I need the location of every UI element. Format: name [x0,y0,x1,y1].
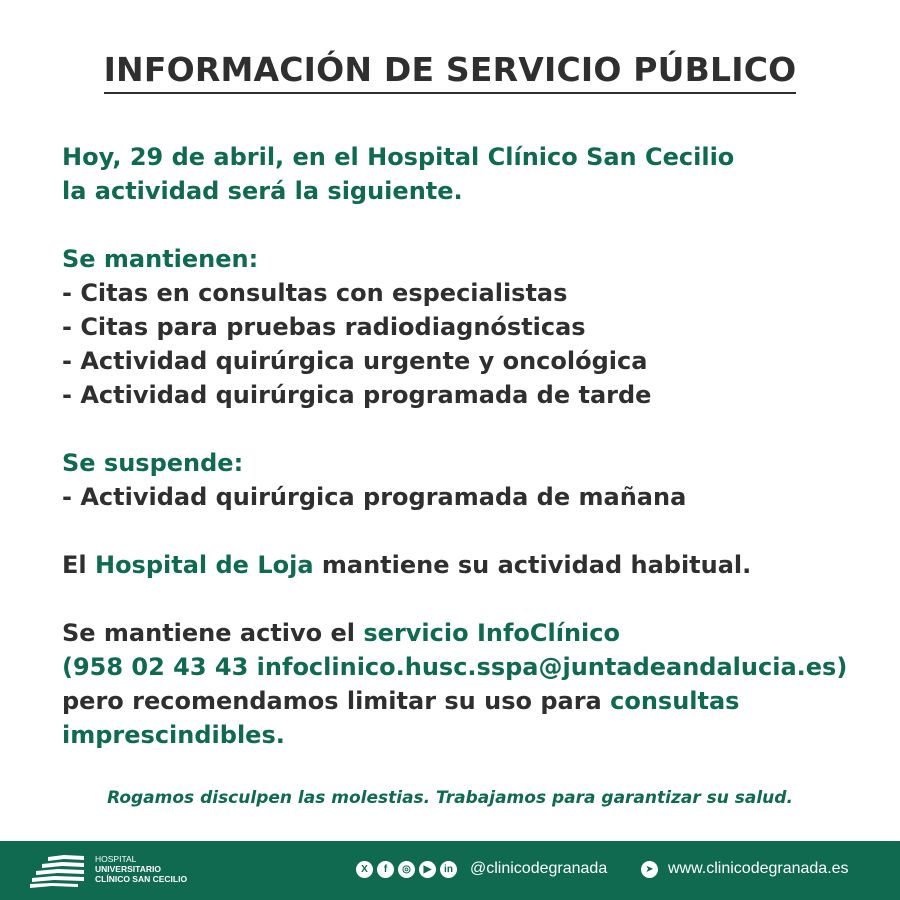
social-icons [356,861,457,878]
cursor-icon: ➤ [641,861,658,878]
mantienen-item: - Citas en consultas con especialistas [62,279,568,307]
linkedin-icon[interactable]: in [440,861,457,878]
announcement-body [62,140,862,752]
mantienen-item: - Actividad quirúrgica urgente y oncológica [62,347,648,375]
facebook-icon[interactable]: f [377,861,394,878]
loja-statement: El Hospital de Loja mantiene su actividad habitual. [62,551,752,579]
info-line-3: pero recomendamos limitar su uso para consultas [62,687,740,715]
suspende-heading: Se suspende: [62,449,244,477]
info-emphasis-2: imprescindibles. [62,721,285,749]
mantienen-item: - Actividad quirúrgica programada de tarde [62,381,652,409]
title-container [0,50,900,94]
info-line-1: Se mantiene activo el servicio InfoClínico [62,619,620,647]
loja-hospital-name: Hospital de Loja [94,551,314,579]
closing-message: Rogamos disculpen las molestias. Trabajamos para garantizar su salud. [107,788,793,808]
mantienen-item: - Citas para pruebas radiodiagnósticas [62,313,586,341]
website-link[interactable]: www.clinicodegranada.es [668,860,849,877]
page-title: INFORMACIÓN DE SERVICIO PÚBLICO [104,50,797,94]
infoclinico-service: servicio InfoClínico [363,619,620,647]
info-contact: (958 02 43 43 infoclinico.husc.sspa@juntadeandalucia.es) [62,653,848,681]
hospital-logo-text: HOSPITAL UNIVERSITARIO CLÍNICO SAN CECILIO [95,854,188,884]
x-icon[interactable]: X [356,861,373,878]
social-handle-link[interactable]: @clinicodegranada [470,860,608,877]
youtube-icon[interactable]: ▶ [419,861,436,878]
mantienen-heading: Se mantienen: [62,245,259,273]
instagram-icon[interactable]: ◎ [398,861,415,878]
hospital-logo-icon [28,853,88,889]
info-emphasis-1: consultas [610,687,740,715]
footer-bar [0,841,900,900]
intro-line-1: Hoy, 29 de abril, en el Hospital Clínico San Cecilio [62,143,735,171]
intro-line-2: la actividad será la siguiente. [62,177,463,205]
suspende-item: - Actividad quirúrgica programada de mañana [62,483,687,511]
